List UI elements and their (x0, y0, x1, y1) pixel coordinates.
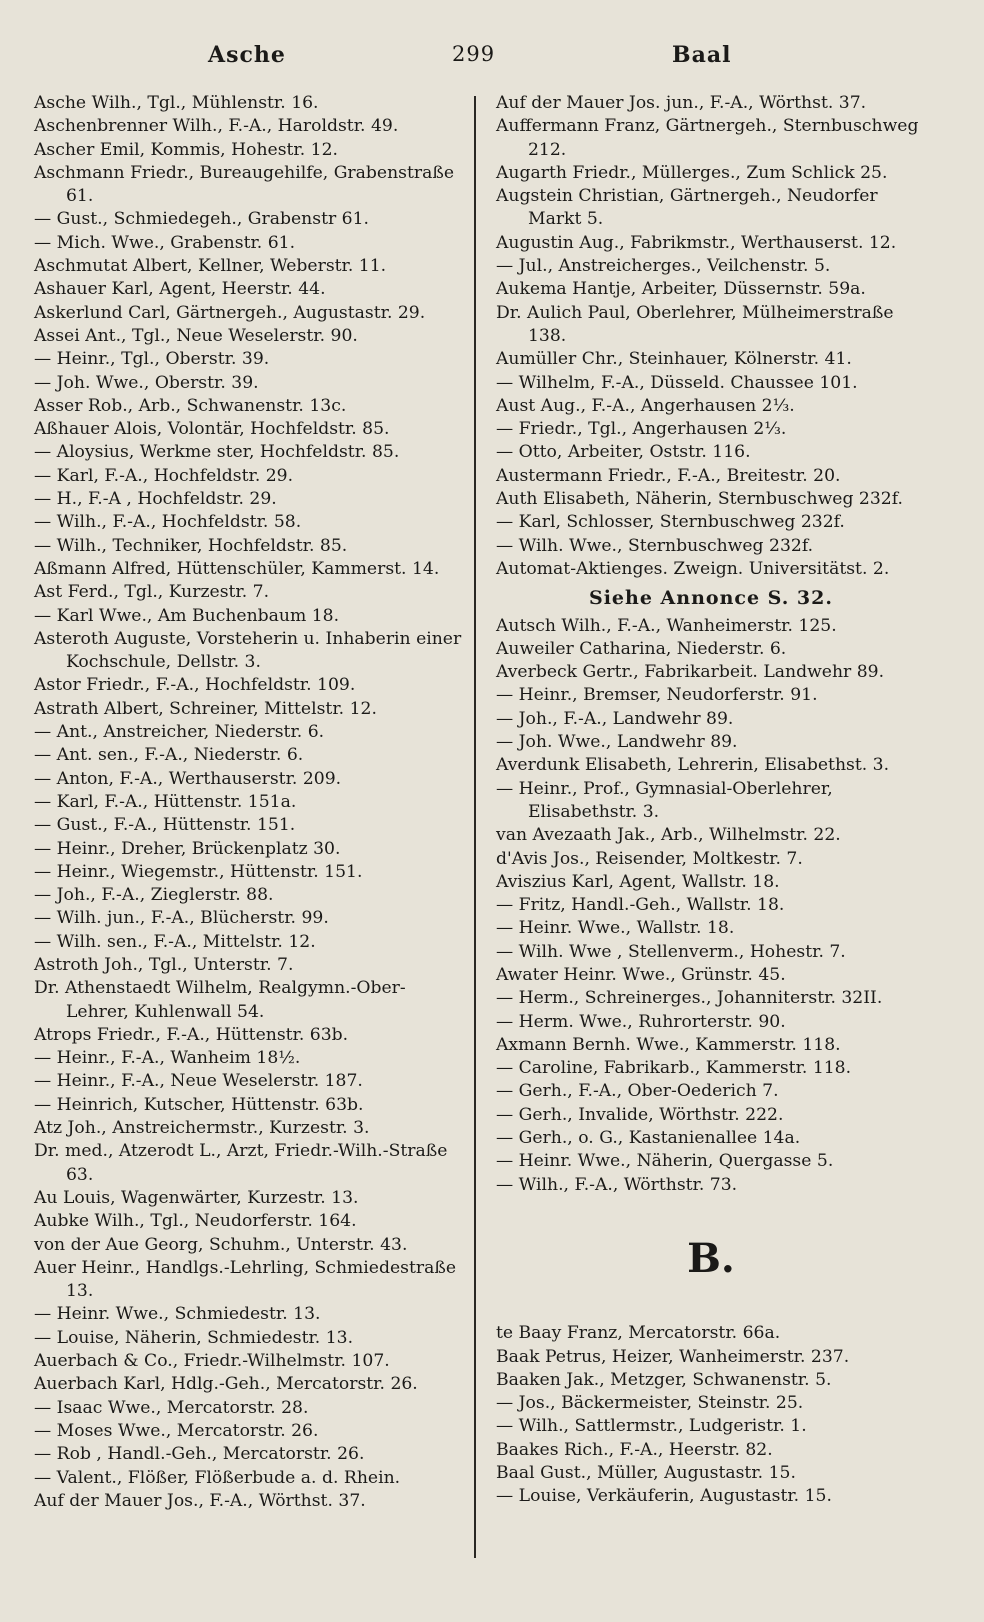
directory-entry: Baakes Rich., F.-A., Heerstr. 82. (496, 1439, 773, 1460)
column-divider (474, 96, 476, 1558)
running-head-right: Baal (672, 42, 732, 68)
directory-entry: Auth Elisabeth, Näherin, Sternbuschweg 232f. (496, 489, 903, 510)
directory-entry: Baak Petrus, Heizer, Wanheimerstr. 237. (496, 1346, 850, 1367)
directory-entry: Awater Heinr. Wwe., Grünstr. 45. (496, 964, 786, 985)
directory-entry: — Heinr., Tgl., Oberstr. 39. (34, 349, 270, 370)
directory-entry: Asser Rob., Arb., Schwanenstr. 13c. (34, 395, 347, 416)
directory-entry: Asche Wilh., Tgl., Mühlenstr. 16. (34, 93, 319, 113)
directory-entry: Aßhauer Alois, Volontär, Hochfeldstr. 85. (34, 419, 390, 440)
directory-entry: — Jos., Bäckermeister, Steinstr. 25. (496, 1393, 804, 1414)
directory-entry: Dr. Athenstaedt Wilhelm, Realgymn.-Ober-Lehrer, Kuhlenwall 54. (34, 978, 406, 1022)
directory-entry: Averbeck Gertr., Fabrikarbeit. Landwehr 89. (496, 662, 885, 683)
directory-entry: — Karl, Schlosser, Sternbuschweg 232f. (496, 512, 845, 533)
directory-entry: — Wilh., F.-A., Wörthstr. 73. (496, 1174, 738, 1195)
directory-entry: Au Louis, Wagenwärter, Kurzestr. 13. (34, 1187, 359, 1208)
advertisement-notice: Siehe Annonce S. 32. (588, 587, 833, 610)
directory-entry: — Heinr., F.-A., Wanheim 18½. (34, 1048, 301, 1069)
directory-entry: — Ant., Anstreicher, Niederstr. 6. (34, 722, 325, 743)
directory-entry: Auf der Mauer Jos., F.-A., Wörthst. 37. (34, 1490, 366, 1511)
directory-entry: Atrops Friedr., F.-A., Hüttenstr. 63b. (34, 1024, 349, 1045)
directory-entry: Aukema Hantje, Arbeiter, Düssernstr. 59a. (496, 279, 866, 300)
directory-entry: — Wilh. sen., F.-A., Mittelstr. 12. (34, 931, 316, 952)
directory-entry: Astrath Albert, Schreiner, Mittelstr. 12. (34, 698, 377, 719)
directory-entry: — Heinr. Wwe., Schmiedestr. 13. (34, 1304, 321, 1325)
directory-entry: — Rob , Handl.-Geh., Mercatorstr. 26. (34, 1444, 365, 1465)
directory-entry: — Fritz, Handl.-Geh., Wallstr. 18. (496, 895, 785, 916)
directory-entry: Augstein Christian, Gärtnergeh., Neudorfer Markt 5. (496, 186, 878, 230)
right-column-part-c (496, 1322, 926, 1508)
section-letter-heading: B. (687, 1234, 735, 1282)
directory-entry: Atz Joh., Anstreichermstr., Kurzestr. 3. (34, 1118, 370, 1139)
directory-entry: — Heinr., Prof., Gymnasial-Oberlehrer, Elisabethstr. 3. (496, 778, 833, 822)
directory-entry: Ast Ferd., Tgl., Kurzestr. 7. (34, 582, 270, 603)
directory-entry: — Ant. sen., F.-A., Niederstr. 6. (34, 745, 304, 766)
directory-entry: — Wilh., Sattlermstr., Ludgeristr. 1. (496, 1416, 807, 1437)
directory-entry: Auweiler Catharina, Niederstr. 6. (496, 638, 787, 659)
directory-entry: — Caroline, Fabrikarb., Kammerstr. 118. (496, 1058, 852, 1079)
directory-entry: — Wilh., Techniker, Hochfeldstr. 85. (34, 535, 348, 556)
directory-entry: — Gerh., F.-A., Ober-Oederich 7. (496, 1081, 779, 1102)
directory-entry: Aubke Wilh., Tgl., Neudorferstr. 164. (34, 1211, 357, 1232)
directory-entry: — Wilh. Wwe., Sternbuschweg 232f. (496, 535, 814, 556)
directory-entry: Baaken Jak., Metzger, Schwanenstr. 5. (496, 1369, 832, 1390)
directory-entry: Askerlund Carl, Gärtnergeh., Augustastr. 29. (34, 302, 426, 323)
directory-entry: Assei Ant., Tgl., Neue Weselerstr. 90. (34, 325, 358, 346)
directory-entry: Astroth Joh., Tgl., Unterstr. 7. (34, 954, 294, 975)
directory-entry: — Joh. Wwe., Oberstr. 39. (34, 372, 259, 393)
directory-entry: Astor Friedr., F.-A., Hochfeldstr. 109. (34, 675, 356, 696)
running-head-left: Asche (208, 42, 286, 68)
directory-entry: Aßmann Alfred, Hüttenschüler, Kammerst. 14. (34, 558, 440, 579)
directory-entry: — Anton, F.-A., Werthauserstr. 209. (34, 768, 342, 789)
directory-entry: Auf der Mauer Jos. jun., F.-A., Wörthst. 37. (496, 93, 867, 113)
right-column (496, 92, 926, 1509)
directory-entry: Austermann Friedr., F.-A., Breitestr. 20. (496, 465, 841, 486)
directory-entry: — Heinr., Dreher, Brückenplatz 30. (34, 838, 341, 859)
directory-entry: — Wilh. Wwe , Stellenverm., Hohestr. 7. (496, 941, 846, 962)
directory-entry: Axmann Bernh. Wwe., Kammerstr. 118. (496, 1034, 841, 1055)
directory-entry: — Heinrich, Kutscher, Hüttenstr. 63b. (34, 1094, 364, 1115)
directory-entry: von der Aue Georg, Schuhm., Unterstr. 43. (34, 1234, 408, 1255)
directory-entry: Auerbach Karl, Hdlg.-Geh., Mercatorstr. 26. (34, 1374, 418, 1395)
directory-entry: d'Avis Jos., Reisender, Moltkestr. 7. (496, 848, 803, 869)
directory-entry: Aviszius Karl, Agent, Wallstr. 18. (496, 871, 780, 892)
directory-entry: van Avezaath Jak., Arb., Wilhelmstr. 22. (496, 825, 841, 846)
directory-entry: — Valent., Flößer, Flößerbude a. d. Rhein. (34, 1467, 401, 1488)
right-column-part-b (496, 615, 926, 1197)
directory-entry: — Otto, Arbeiter, Oststr. 116. (496, 442, 751, 463)
directory-entry: — Herm., Schreinerges., Johanniterstr. 32II. (496, 988, 883, 1009)
directory-entry: Ascher Emil, Kommis, Hohestr. 12. (34, 139, 339, 160)
directory-entry: — Karl, F.-A., Hüttenstr. 151a. (34, 791, 297, 812)
directory-entry: Autsch Wilh., F.-A., Wanheimerstr. 125. (496, 615, 837, 636)
directory-entry: Augarth Friedr., Müllerges., Zum Schlick 25. (496, 162, 888, 183)
directory-entry: Aschmutat Albert, Kellner, Weberstr. 11. (34, 256, 387, 277)
directory-entry: — Jul., Anstreicherges., Veilchenstr. 5. (496, 256, 831, 277)
directory-entry: — Aloysius, Werkme ster, Hochfeldstr. 85. (34, 442, 400, 463)
directory-entry: Aust Aug., F.-A., Angerhausen 2⅓. (496, 395, 795, 416)
directory-entry: — Joh., F.-A., Zieglerstr. 88. (34, 885, 274, 906)
directory-entry: Aschmann Friedr., Bureaugehilfe, Grabenstraße 61. (34, 162, 454, 207)
directory-entry: — Herm. Wwe., Ruhrorterstr. 90. (496, 1011, 786, 1032)
directory-entry: — Wilh. jun., F.-A., Blücherstr. 99. (34, 908, 329, 929)
directory-entry: — Gerh., Invalide, Wörthstr. 222. (496, 1104, 784, 1125)
directory-entry: — Isaac Wwe., Mercatorstr. 28. (34, 1397, 309, 1418)
directory-entry: Aumüller Chr., Steinhauer, Kölnerstr. 41. (496, 349, 852, 370)
directory-entry: — Mich. Wwe., Grabenstr. 61. (34, 232, 296, 253)
directory-entry: Auerbach & Co., Friedr.-Wilhelmstr. 107. (34, 1351, 390, 1372)
directory-entry: Auffermann Franz, Gärtnergeh., Sternbuschweg 212. (496, 116, 919, 160)
directory-entry: — Louise, Näherin, Schmiedestr. 13. (34, 1327, 354, 1348)
directory-entry: — Wilhelm, F.-A., Düsseld. Chaussee 101. (496, 372, 858, 393)
directory-entry: te Baay Franz, Mercatorstr. 66a. (496, 1323, 781, 1344)
directory-entry: — Heinr., F.-A., Neue Weselerstr. 187. (34, 1071, 363, 1092)
directory-entry: — Joh. Wwe., Landwehr 89. (496, 732, 738, 753)
directory-entry: — Heinr., Wiegemstr., Hüttenstr. 151. (34, 861, 363, 882)
page-number: 299 (452, 42, 496, 66)
directory-entry: — Heinr. Wwe., Wallstr. 18. (496, 918, 735, 939)
directory-entry: Augustin Aug., Fabrikmstr., Werthauserst. 12. (496, 232, 897, 253)
directory-entry: — Gust., F.-A., Hüttenstr. 151. (34, 815, 296, 836)
left-column (34, 92, 464, 1513)
directory-entry: — Joh., F.-A., Landwehr 89. (496, 708, 734, 729)
directory-entry: Dr. Aulich Paul, Oberlehrer, Mülheimerstraße 138. (496, 302, 894, 346)
directory-entry: — Wilh., F.-A., Hochfeldstr. 58. (34, 512, 302, 533)
directory-entry: Asteroth Auguste, Vorsteherin u. Inhaberin einer Kochschule, Dellstr. 3. (34, 628, 462, 673)
directory-entry: Dr. med., Atzerodt L., Arzt, Friedr.-Wilh.-Straße 63. (34, 1141, 448, 1185)
directory-entry: — Moses Wwe., Mercatorstr. 26. (34, 1420, 319, 1441)
directory-entry: Baal Gust., Müller, Augustastr. 15. (496, 1463, 796, 1484)
directory-entry: Aschenbrenner Wilh., F.-A., Haroldstr. 49. (34, 116, 399, 137)
directory-entry: — Karl, F.-A., Hochfeldstr. 29. (34, 465, 294, 486)
directory-entry: Automat-Aktienges. Zweign. Universitätst. 2. (496, 558, 890, 579)
directory-entry: — H., F.-A , Hochfeldstr. 29. (34, 489, 277, 510)
directory-entry: Ashauer Karl, Agent, Heerstr. 44. (34, 279, 326, 300)
directory-entry: — Heinr., Bremser, Neudorferstr. 91. (496, 685, 818, 706)
right-column-part-a (496, 92, 926, 581)
directory-entry: Auer Heinr., Handlgs.-Lehrling, Schmiedestraße 13. (34, 1257, 456, 1302)
directory-entry: — Karl Wwe., Am Buchenbaum 18. (34, 605, 340, 626)
directory-entry: — Friedr., Tgl., Angerhausen 2⅓. (496, 419, 787, 440)
directory-entry: — Gust., Schmiedegeh., Grabenstr 61. (34, 209, 369, 230)
directory-entry: Averdunk Elisabeth, Lehrerin, Elisabethst. 3. (496, 755, 890, 776)
directory-entry: — Louise, Verkäuferin, Augustastr. 15. (496, 1486, 832, 1507)
directory-entry: — Heinr. Wwe., Näherin, Quergasse 5. (496, 1151, 834, 1172)
directory-entry: — Gerh., o. G., Kastanienallee 14a. (496, 1128, 801, 1149)
